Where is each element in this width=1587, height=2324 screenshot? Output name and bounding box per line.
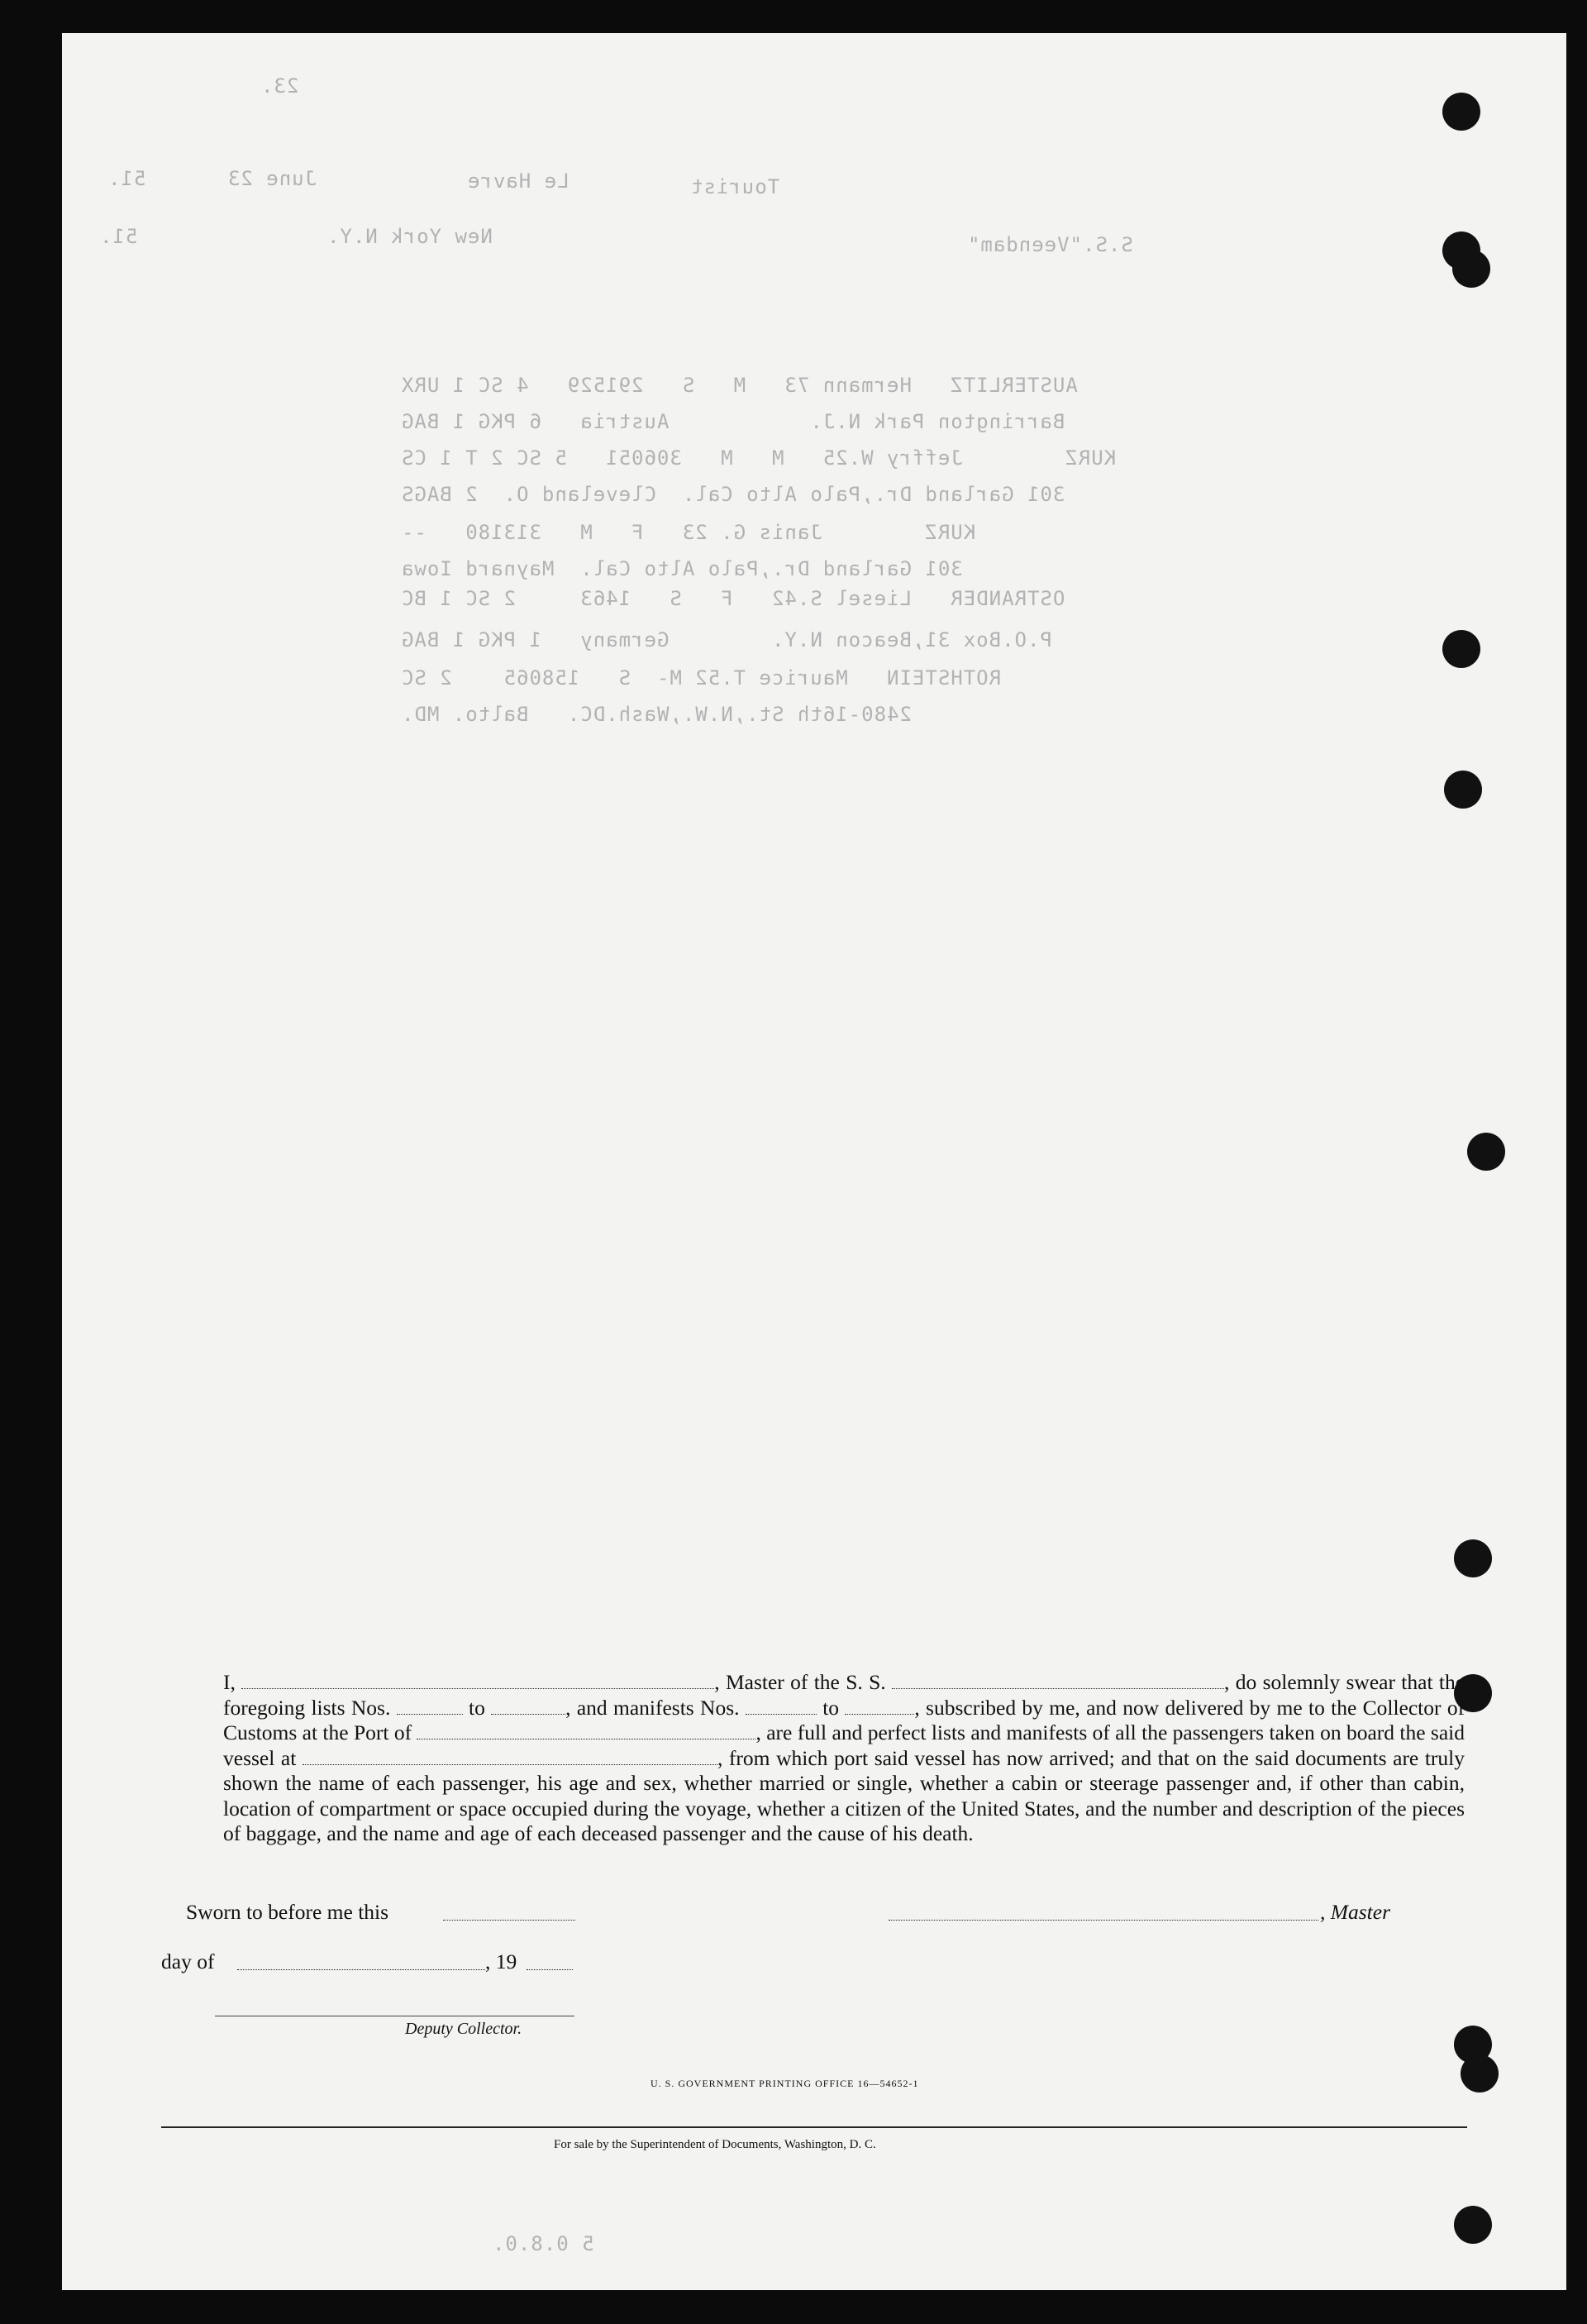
oath-body: port said vessel has now arrived; and that on the said documents are truly shown the name of each passenger, his age and sex, whether married or single, whether a cabin or steerage passenger and, if other than cabin, location of compartment or space occupied during the voyage, whether a citizen of the United States, and the number and description of the pieces of baggage, and the name and age of each deceased passenger and the cause of his death. (223, 1745, 1465, 1845)
bleed-page-no: 23. (260, 74, 299, 98)
footer-rule (161, 2126, 1467, 2128)
bleed-line: P.O.Box 31,Beacon N.Y. Germany 1 PKG 1 BAG (401, 628, 1078, 651)
manifest-page (62, 33, 1566, 2290)
sworn-label: Sworn to before me this (186, 1900, 389, 1924)
sworn-date-blank[interactable] (443, 1902, 575, 1921)
bleed-ship: S.S."Veendam" (967, 233, 1133, 256)
bleed-footer: 5 0.8.0. (492, 2232, 594, 2255)
bleed-header-left: Tourist (690, 175, 780, 198)
oath-paragraph (223, 1670, 1465, 1847)
oath-do-solemnly: , do solemnly (1224, 1670, 1341, 1694)
bleed-date: June 23 (227, 167, 317, 190)
master-signature-blank[interactable] (889, 1902, 1318, 1921)
port-blank[interactable] (417, 1720, 755, 1739)
oath-i: I, (223, 1670, 236, 1694)
bleed-line: 301 Garland Dr.,Palo Alto Cal. Maynard Iowa (401, 557, 963, 580)
bleed-port: Le Havre (467, 169, 570, 193)
oath-and-manifests: , and manifests Nos. (565, 1695, 740, 1720)
manifest-no-to-blank[interactable] (845, 1696, 914, 1715)
oath-are-full: , are full and perfect lists and (755, 1720, 1002, 1744)
oath-from-which: , from which (717, 1745, 828, 1770)
oath-to1: to (469, 1695, 485, 1720)
bleed-line: KURZ Jeffry W.25 M M 306051 5 SC 2 T 1 CS (401, 446, 1117, 470)
bleed-line: KURZ Janis G. 23 F M 313180 -- (401, 521, 976, 544)
punch-hole (1461, 2054, 1499, 2093)
departure-port-blank[interactable] (303, 1746, 717, 1765)
bleed-destination: New York N.Y. (326, 225, 493, 248)
deputy-collector-label: Deputy Collector. (405, 2020, 522, 2038)
oath-to2: to (822, 1695, 840, 1720)
oath-swear: swear that the foregoing lists Nos. (223, 1670, 1465, 1720)
for-sale-line: For sale by the Superintendent of Documents, Washington, D. C. (554, 2138, 876, 2151)
bleed-line: Barrington Park N.J. Austria 6 PKG 1 BAG (401, 410, 1103, 433)
punch-hole (1442, 93, 1480, 131)
bleed-year2: 51. (99, 225, 138, 248)
gpo-imprint: U. S. GOVERNMENT PRINTING OFFICE 16—54652-1 (651, 2078, 919, 2089)
manifest-no-from-blank[interactable] (746, 1696, 817, 1715)
list-no-from-blank[interactable] (397, 1696, 463, 1715)
ship-name-blank[interactable] (892, 1670, 1224, 1689)
list-no-to-blank[interactable] (491, 1696, 565, 1715)
bleed-line: 301 Garland Dr.,Palo Alto Cal. Cleveland O. 2 BAGS (401, 483, 1065, 506)
bleed-line: OSTRANDER Liesel S.42 F S 1463 2 SC 1 BC (401, 587, 1065, 610)
bleed-line: 2480-16th St.,N.W.,Wash.DC. Balto. MD. (401, 703, 937, 726)
day-of-blank[interactable] (237, 1951, 485, 1970)
oath-delivered: delivered by me to the Collector of Customs at the Port of (223, 1695, 1465, 1744)
year-blank[interactable] (527, 1951, 573, 1970)
punch-hole (1442, 630, 1480, 668)
bleed-line: AUSTERLITZ Hermann 73 M S 291529 4 SC 1 URX (401, 374, 1078, 397)
day-of-label: day of (161, 1949, 215, 1973)
punch-hole (1444, 771, 1482, 809)
punch-hole (1454, 1539, 1492, 1577)
punch-hole (1454, 2206, 1492, 2244)
oath-master-of-ss: , Master of the S. S. (714, 1670, 886, 1694)
master-name-blank[interactable] (241, 1670, 714, 1689)
sworn-master: , Master (1320, 1900, 1390, 1924)
nineteen-label: , 19 (485, 1949, 517, 1973)
oath-manifests-of-all: manifests of all the passengers taken on board the said vessel at (223, 1720, 1465, 1770)
oath-subscribed: , subscribed by me, and now (914, 1695, 1160, 1720)
bleed-year: 51. (107, 167, 146, 190)
punch-hole (1467, 1133, 1505, 1171)
punch-hole (1452, 250, 1490, 288)
bleed-line: ROTHSTEIN Maurice T.52 M- S 158065 2 SC (401, 666, 1002, 690)
